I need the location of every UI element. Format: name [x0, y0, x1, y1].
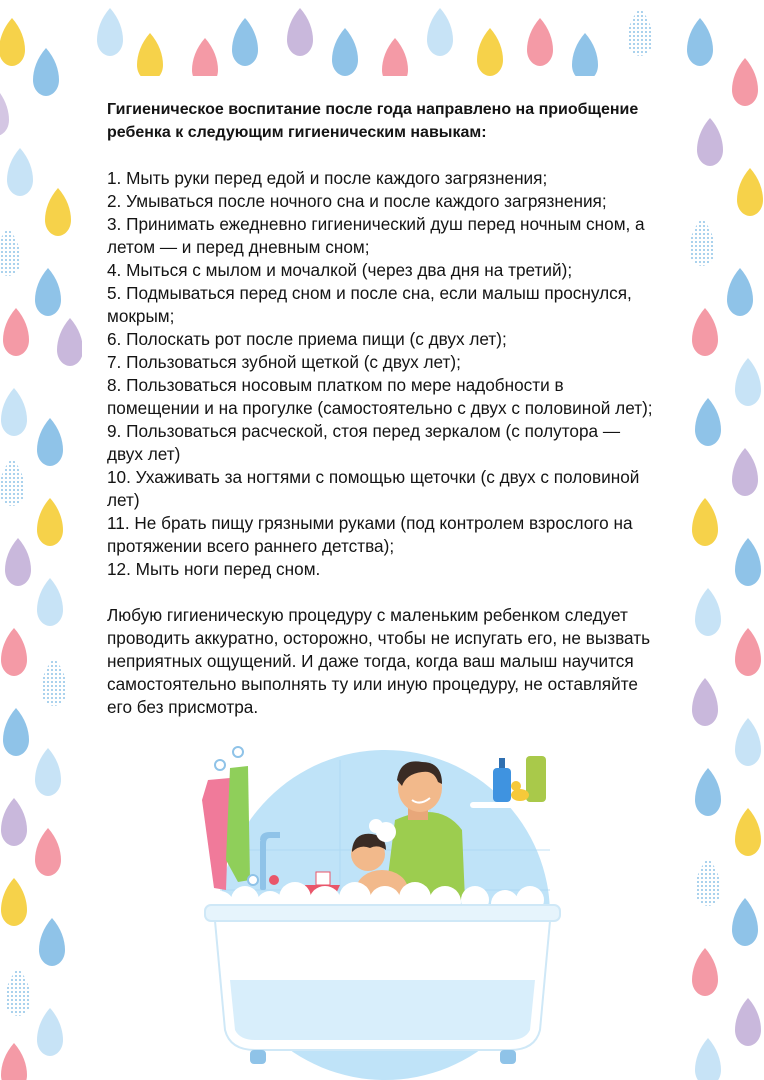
- list-item: 7. Пользоваться зубной щеткой (с двух лет);: [107, 352, 461, 372]
- top-drop-row: [97, 8, 653, 86]
- heading: Гигиеническое воспитание после года направлено на приобщение ребенка к следующим гигиеническим навыкам:: [107, 101, 639, 141]
- list-item: 2. Умываться после ночного сна и после каждого загрязнения;: [107, 191, 607, 211]
- document-text: [107, 98, 657, 719]
- closing-note: Любую гигиеническую процедуру с маленьким ребенком следует проводить аккуратно, осторожно, чтобы не испугать его, не вызвать неприятных ощущений. И даже тогда, когда ваш малыш научится самостоятельно выполнять ту или иную процедуру, не оставляйте его без присмотра.: [107, 605, 651, 717]
- towel-hooks-icon: [202, 747, 250, 890]
- list-item: 9. Пользоваться расческой, стоя перед зеркалом (с полутора — двух лет): [107, 421, 621, 464]
- skills-list: [107, 167, 657, 581]
- list-item: 4. Мыться с мылом и мочалкой (через два дня на третий);: [107, 260, 573, 280]
- list-item: 1. Мыть руки перед едой и после каждого загрязнения;: [107, 168, 548, 188]
- left-drop-column: [0, 18, 83, 1080]
- list-item: 10. Ухаживать за ногтями с помощью щеточки (с двух с половиной лет): [107, 467, 640, 510]
- right-drop-column: [687, 18, 763, 1080]
- list-item: 8. Пользоваться носовым платком по мере надобности в помещении и на прогулке (самостоятельно с двух с половиной лет);: [107, 375, 653, 418]
- list-item: 6. Полоскать рот после приема пищи (с двух лет);: [107, 329, 507, 349]
- bath-illustration: [190, 740, 580, 1080]
- list-item: 3. Принимать ежедневно гигиенический душ перед ночным сном, а летом — и перед дневным сном;: [107, 214, 645, 257]
- list-item: 12. Мыть ноги перед сном.: [107, 559, 321, 579]
- bathtub: [205, 905, 560, 1064]
- list-item: 5. Подмываться перед сном и после сна, если малыш проснулся, мокрым;: [107, 283, 632, 326]
- list-item: 11. Не брать пищу грязными руками (под контролем взрослого на протяжении всего раннего детства);: [107, 513, 633, 556]
